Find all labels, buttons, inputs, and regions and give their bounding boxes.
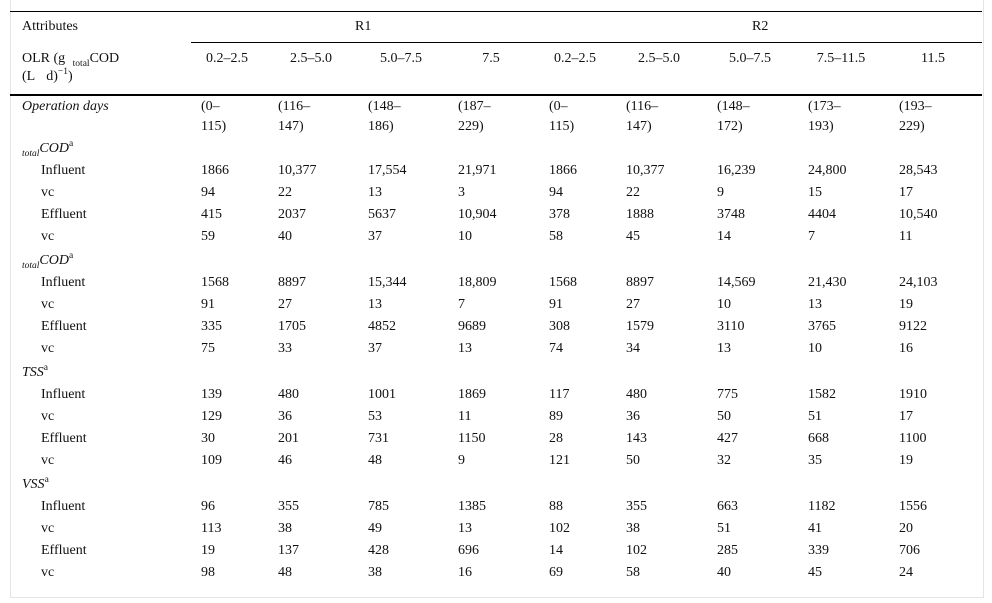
- table-cell: 1869: [458, 387, 486, 402]
- operation-days-value: (116–: [278, 99, 311, 114]
- header-bottom-rule: [10, 94, 982, 96]
- table-cell: 19: [899, 297, 913, 312]
- section-heading-subscript: total: [22, 149, 40, 159]
- table-cell: 102: [549, 521, 570, 536]
- table-cell: 38: [278, 521, 292, 536]
- row-label: vc: [41, 341, 55, 356]
- table-cell: 2037: [278, 207, 306, 222]
- table-cell: 10,904: [458, 207, 497, 222]
- table-cell: 94: [201, 185, 215, 200]
- table-cell: 10: [808, 341, 822, 356]
- table-cell: 7: [808, 229, 815, 244]
- table-cell: 1866: [201, 163, 229, 178]
- olr-column-header: 0.2–2.5: [206, 51, 248, 66]
- table-cell: 201: [278, 431, 299, 446]
- row-label: Effluent: [41, 207, 87, 222]
- table-cell: 1385: [458, 499, 486, 514]
- table-cell: 696: [458, 543, 479, 558]
- table-cell: 378: [549, 207, 570, 222]
- section-heading-name: COD: [39, 253, 69, 268]
- table-cell: 13: [458, 521, 472, 536]
- table-cell: 9: [458, 453, 465, 468]
- olr-column-header: 5.0–7.5: [380, 51, 422, 66]
- table-cell: 10,540: [899, 207, 938, 222]
- olr-part3: (L: [22, 69, 35, 84]
- table-cell: 415: [201, 207, 222, 222]
- reactor-group-rule: [191, 42, 982, 43]
- table-cell: 37: [368, 341, 382, 356]
- olr-part5: ): [67, 69, 73, 84]
- row-label: vc: [41, 565, 55, 580]
- table-cell: 88: [549, 499, 563, 514]
- table-cell: 775: [717, 387, 738, 402]
- row-label: Effluent: [41, 543, 87, 558]
- table-cell: 49: [368, 521, 382, 536]
- table-cell: 50: [626, 453, 640, 468]
- table-cell: 8897: [278, 275, 306, 290]
- table-cell: 731: [368, 431, 389, 446]
- table-cell: 335: [201, 319, 222, 334]
- table-cell: 22: [278, 185, 292, 200]
- operation-days-value: 172): [717, 119, 743, 134]
- table-cell: 8897: [626, 275, 654, 290]
- operation-days-value: 115): [549, 119, 575, 134]
- olr-column-header: 5.0–7.5: [729, 51, 771, 66]
- table-cell: 24: [899, 565, 913, 580]
- table-cell: 143: [626, 431, 647, 446]
- table-cell: 1100: [899, 431, 927, 446]
- section-heading-superscript: a: [44, 475, 49, 485]
- olr-superscript: −1: [57, 67, 68, 77]
- section-heading-name: VSS: [22, 477, 45, 492]
- table-cell: 668: [808, 431, 829, 446]
- table-cell: 13: [717, 341, 731, 356]
- table-cell: 1568: [201, 275, 229, 290]
- table-cell: 109: [201, 453, 222, 468]
- table-cell: 17: [899, 409, 913, 424]
- operation-days-value: 229): [899, 119, 925, 134]
- section-heading-name: TSS: [22, 365, 44, 380]
- row-label: Influent: [41, 163, 86, 178]
- table-cell: 46: [278, 453, 292, 468]
- table-cell: 1705: [278, 319, 306, 334]
- table-cell: 58: [626, 565, 640, 580]
- table-cell: 89: [549, 409, 563, 424]
- row-label: vc: [41, 297, 55, 312]
- table-cell: 58: [549, 229, 563, 244]
- table-cell: 24,800: [808, 163, 847, 178]
- section-heading: [22, 251, 73, 272]
- table-cell: 53: [368, 409, 382, 424]
- table-cell: 50: [717, 409, 731, 424]
- table-cell: 137: [278, 543, 299, 558]
- table-cell: 20: [899, 521, 913, 536]
- table-cell: 40: [717, 565, 731, 580]
- table-cell: 16: [899, 341, 913, 356]
- row-label: vc: [41, 185, 55, 200]
- table-cell: 7: [458, 297, 465, 312]
- table-cell: 480: [278, 387, 299, 402]
- table-cell: 1182: [808, 499, 836, 514]
- operation-days-value: 193): [808, 119, 834, 134]
- table-cell: 355: [278, 499, 299, 514]
- operation-days-value: 186): [368, 119, 394, 134]
- table-cell: 69: [549, 565, 563, 580]
- operation-days-value: 229): [458, 119, 484, 134]
- table-cell: 91: [201, 297, 215, 312]
- table-cell: 91: [549, 297, 563, 312]
- table-cell: 33: [278, 341, 292, 356]
- row-label: Influent: [41, 275, 86, 290]
- table-cell: 19: [201, 543, 215, 558]
- table-cell: 4404: [808, 207, 836, 222]
- operation-days-value: (0–: [549, 99, 568, 114]
- table-cell: 17: [899, 185, 913, 200]
- table-cell: 9122: [899, 319, 927, 334]
- table-cell: 10: [458, 229, 472, 244]
- table-cell: 38: [368, 565, 382, 580]
- table-cell: 706: [899, 543, 920, 558]
- section-heading: [22, 363, 48, 384]
- table-cell: 48: [368, 453, 382, 468]
- table-cell: 427: [717, 431, 738, 446]
- table-cell: 18,809: [458, 275, 497, 290]
- table-cell: 355: [626, 499, 647, 514]
- table-cell: 785: [368, 499, 389, 514]
- section-heading: [22, 475, 49, 496]
- table-cell: 21,430: [808, 275, 847, 290]
- table-cell: 1910: [899, 387, 927, 402]
- table-cell: 75: [201, 341, 215, 356]
- table-cell: 15,344: [368, 275, 407, 290]
- r2-header: R2: [752, 19, 769, 34]
- table-cell: 13: [368, 297, 382, 312]
- table-cell: 14: [549, 543, 563, 558]
- table-cell: 3748: [717, 207, 745, 222]
- section-heading-name: COD: [39, 141, 69, 156]
- table-cell: 41: [808, 521, 822, 536]
- table-cell: 1150: [458, 431, 486, 446]
- row-label: vc: [41, 521, 55, 536]
- table-cell: 32: [717, 453, 731, 468]
- table-cell: 27: [626, 297, 640, 312]
- table-cell: 94: [549, 185, 563, 200]
- table-cell: 129: [201, 409, 222, 424]
- table-cell: 21,971: [458, 163, 497, 178]
- table-cell: 1582: [808, 387, 836, 402]
- table-cell: 9: [717, 185, 724, 200]
- table-cell: 11: [458, 409, 472, 424]
- table-cell: 1866: [549, 163, 577, 178]
- row-label: vc: [41, 453, 55, 468]
- olr-subscript: total: [72, 59, 90, 69]
- table-cell: 102: [626, 543, 647, 558]
- table-cell: 3765: [808, 319, 836, 334]
- operation-days-value: (0–: [201, 99, 220, 114]
- row-label: vc: [41, 229, 55, 244]
- attributes-header: Attributes: [22, 19, 78, 34]
- table-cell: 3: [458, 185, 465, 200]
- table-cell: 45: [808, 565, 822, 580]
- table-cell: 308: [549, 319, 570, 334]
- table-cell: 45: [626, 229, 640, 244]
- operation-days-value: (173–: [808, 99, 841, 114]
- table-cell: 36: [626, 409, 640, 424]
- table-cell: 16,239: [717, 163, 756, 178]
- table-cell: 36: [278, 409, 292, 424]
- table-cell: 113: [201, 521, 222, 536]
- table-cell: 22: [626, 185, 640, 200]
- section-heading-subscript: total: [22, 261, 40, 271]
- table-cell: 28: [549, 431, 563, 446]
- table-cell: 480: [626, 387, 647, 402]
- operation-days-value: (187–: [458, 99, 491, 114]
- operation-days-value: 115): [201, 119, 227, 134]
- table-cell: 1579: [626, 319, 654, 334]
- section-heading: [22, 139, 73, 160]
- operation-days-value: (148–: [717, 99, 750, 114]
- table-cell: 24,103: [899, 275, 938, 290]
- table-cell: 663: [717, 499, 738, 514]
- table-cell: 339: [808, 543, 829, 558]
- table-cell: 51: [717, 521, 731, 536]
- row-label: vc: [41, 409, 55, 424]
- section-heading-superscript: a: [43, 363, 49, 373]
- row-label: Effluent: [41, 431, 87, 446]
- olr-column-header: 11.5: [921, 51, 945, 66]
- olr-part1: OLR (g: [22, 51, 66, 66]
- olr-column-header: 7.5–11.5: [816, 51, 866, 66]
- table-cell: 98: [201, 565, 215, 580]
- table-cell: 10,377: [626, 163, 665, 178]
- table-cell: 1568: [549, 275, 577, 290]
- section-heading-superscript: a: [68, 251, 74, 261]
- olr-part4: d): [46, 69, 58, 84]
- olr-label-line2: [22, 67, 73, 88]
- table-cell: 14: [717, 229, 731, 244]
- table-cell: 74: [549, 341, 563, 356]
- top-rule: [10, 11, 982, 12]
- operation-days-value: (116–: [626, 99, 659, 114]
- table-cell: 30: [201, 431, 215, 446]
- table-cell: 1556: [899, 499, 927, 514]
- table-frame: [10, 0, 984, 598]
- table-cell: 1888: [626, 207, 654, 222]
- table-cell: 11: [899, 229, 913, 244]
- table-cell: 13: [458, 341, 472, 356]
- section-heading-superscript: a: [68, 139, 74, 149]
- operation-days-value: (148–: [368, 99, 401, 114]
- row-label: Effluent: [41, 319, 87, 334]
- table-cell: 40: [278, 229, 292, 244]
- olr-part2: COD: [89, 51, 120, 66]
- olr-column-header: 7.5: [482, 51, 500, 66]
- operation-days-value: (193–: [899, 99, 932, 114]
- table-cell: 35: [808, 453, 822, 468]
- table-cell: 3110: [717, 319, 745, 334]
- table-cell: 37: [368, 229, 382, 244]
- table-cell: 27: [278, 297, 292, 312]
- table-cell: 5637: [368, 207, 396, 222]
- operation-days-value: 147): [278, 119, 304, 134]
- table-cell: 13: [368, 185, 382, 200]
- table-cell: 96: [201, 499, 215, 514]
- table-cell: 428: [368, 543, 389, 558]
- table-cell: 16: [458, 565, 472, 580]
- table-cell: 4852: [368, 319, 396, 334]
- table-cell: 10: [717, 297, 731, 312]
- table-cell: 48: [278, 565, 292, 580]
- table-cell: 59: [201, 229, 215, 244]
- table-cell: 15: [808, 185, 822, 200]
- table-cell: 38: [626, 521, 640, 536]
- table-cell: 121: [549, 453, 570, 468]
- olr-column-header: 0.2–2.5: [554, 51, 596, 66]
- olr-column-header: 2.5–5.0: [638, 51, 680, 66]
- table-cell: 14,569: [717, 275, 756, 290]
- table-cell: 117: [549, 387, 570, 402]
- table-cell: 34: [626, 341, 640, 356]
- table-cell: 17,554: [368, 163, 407, 178]
- operation-days-label: Operation days: [22, 99, 109, 114]
- operation-days-value: 147): [626, 119, 652, 134]
- table-cell: 28,543: [899, 163, 938, 178]
- table-cell: 19: [899, 453, 913, 468]
- table-cell: 10,377: [278, 163, 317, 178]
- table-cell: 1001: [368, 387, 396, 402]
- olr-column-header: 2.5–5.0: [290, 51, 332, 66]
- row-label: Influent: [41, 499, 86, 514]
- table-cell: 9689: [458, 319, 486, 334]
- table-cell: 285: [717, 543, 738, 558]
- table-cell: 139: [201, 387, 222, 402]
- r1-header: R1: [355, 19, 372, 34]
- table-cell: 13: [808, 297, 822, 312]
- row-label: Influent: [41, 387, 86, 402]
- table-cell: 51: [808, 409, 822, 424]
